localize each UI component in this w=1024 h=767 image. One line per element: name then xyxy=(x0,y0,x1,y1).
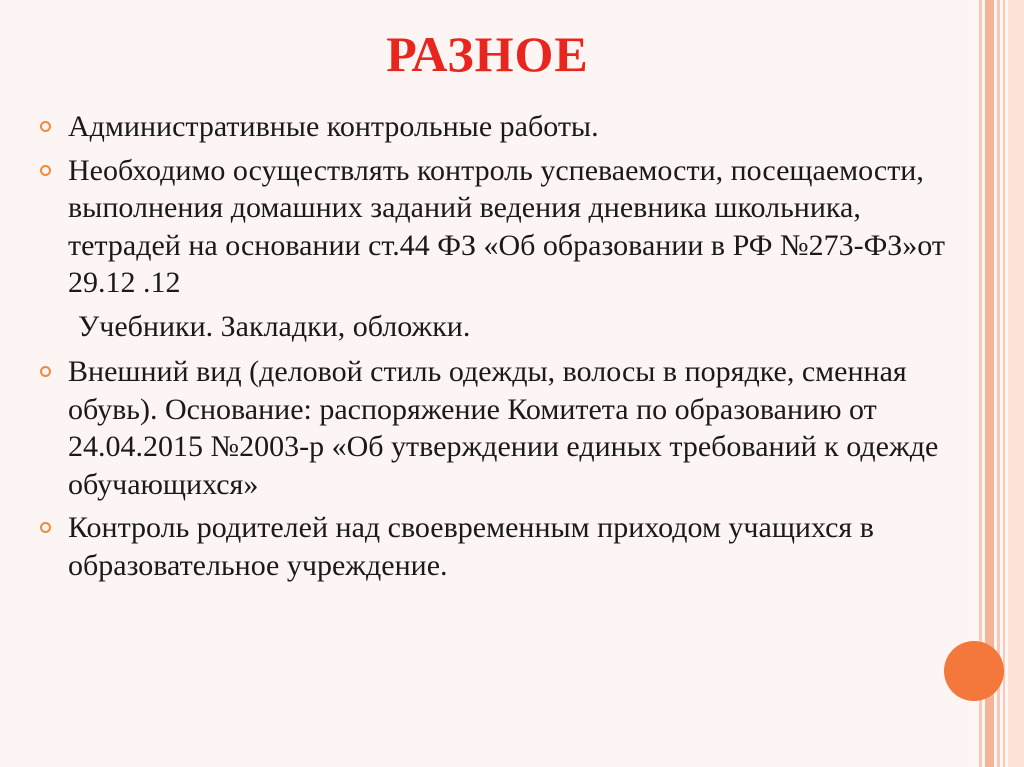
hollow-circle-bullet-icon xyxy=(40,165,51,176)
decorative-stripe xyxy=(1003,0,1005,767)
hollow-circle-bullet-icon xyxy=(40,121,51,132)
decorative-orange-circle xyxy=(944,641,1004,701)
list-item-text: Необходимо осуществлять контроль успеваемости, посещаемости, выполнения домашних заданий ведения дневника школьника, тетрадей на основании ст.44 ФЗ «Об образовании в РФ №273-ФЗ»от 29.12 .12 xyxy=(68,153,946,299)
list-item xyxy=(40,152,960,302)
list-item-text: Внешний вид (деловой стиль одежды, волосы в порядке, сменная обувь). Основание: распоряжение Комитета по образованию от 24.04.2015 №2003-р «Об утверждении единых требований к одежде обучающихся» xyxy=(68,355,939,501)
bullet-list xyxy=(40,108,960,590)
list-item-text: Учебники. Закладки, обложки. xyxy=(78,309,471,343)
list-item xyxy=(40,308,960,346)
hollow-circle-bullet-icon xyxy=(40,522,51,533)
hollow-circle-bullet-icon xyxy=(40,366,51,377)
list-item-text: Контроль родителей над своевременным приходом учащихся в образовательное учреждение. xyxy=(68,511,874,582)
decorative-stripe xyxy=(1008,0,1024,767)
list-item xyxy=(40,509,960,584)
list-item-text: Административные контрольные работы. xyxy=(68,110,599,143)
list-item xyxy=(40,108,960,146)
list-item xyxy=(40,353,960,503)
slide-title: РАЗНОЕ xyxy=(386,26,589,82)
